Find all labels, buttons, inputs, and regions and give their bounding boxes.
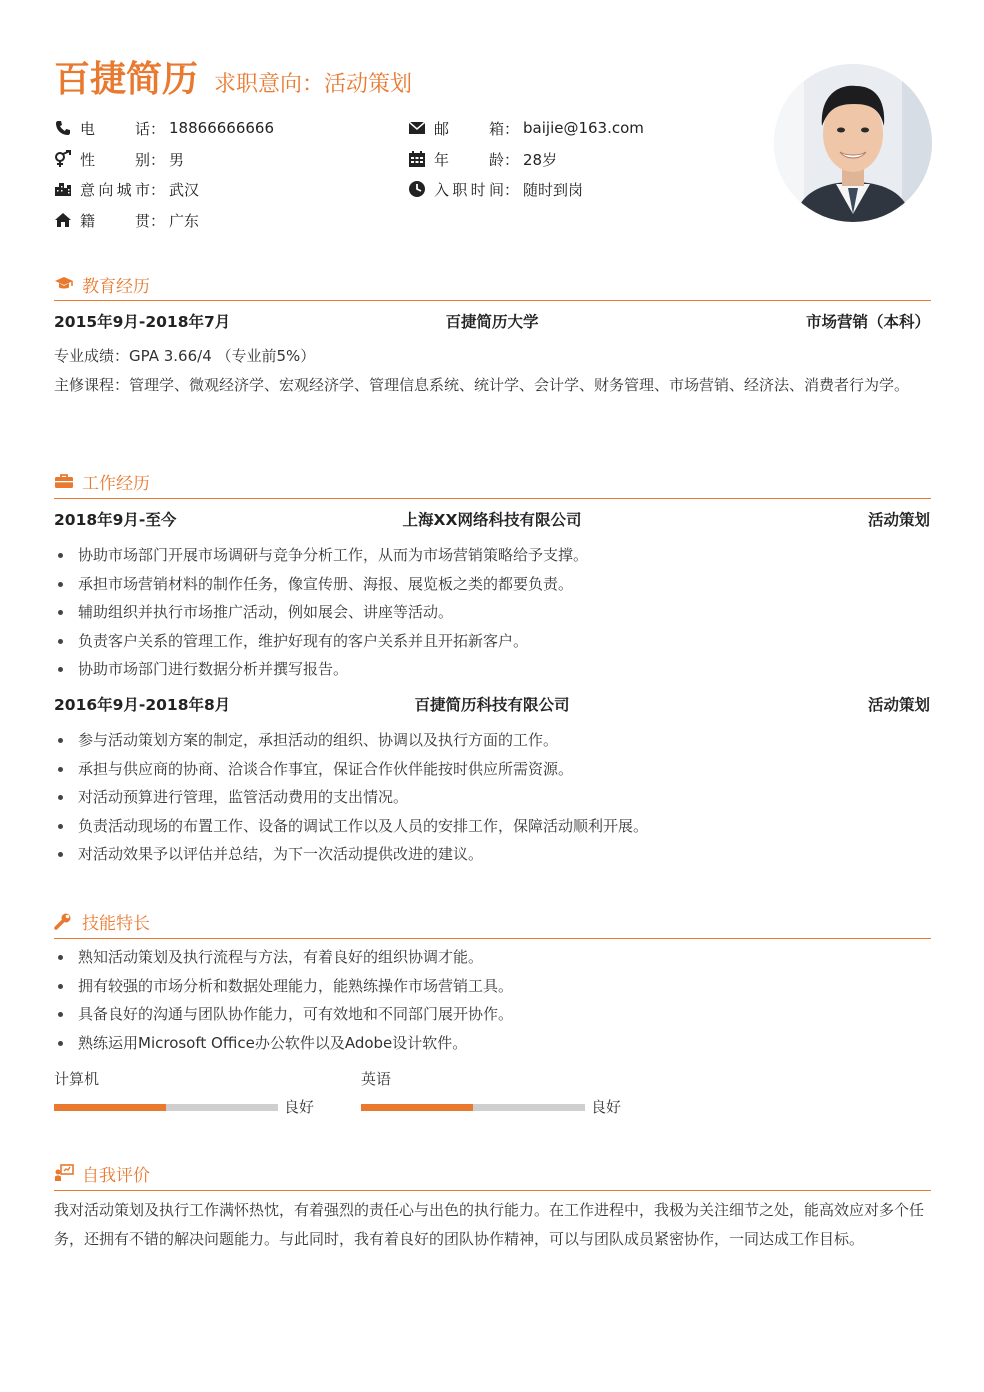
education-period: 2015年9月-2018年7月 [54, 313, 231, 331]
info-city: 意向城市 ： 武汉 [54, 178, 199, 200]
job-role: 活动策划 [867, 696, 930, 714]
education-school: 百捷简历大学 [445, 313, 539, 331]
list-item: 承担与供应商的协商、洽谈合作事宜，保证合作伙伴能按时供应所需资源。 [54, 755, 930, 784]
age-label: 年 龄 [434, 150, 504, 169]
list-item: 具备良好的沟通与团队协作能力，可有效地和不同部门展开协作。 [54, 1000, 930, 1029]
list-item: 负责活动现场的布置工作、设备的调试工作以及人员的安排工作，保障活动顺利开展。 [54, 812, 930, 841]
skill-name-computer: 计算机 [54, 1070, 100, 1088]
city-value: 武汉 [169, 180, 200, 199]
job-period: 2018年9月-至今 [54, 511, 177, 529]
list-item: 对活动预算进行管理，监管活动费用的支出情况。 [54, 783, 930, 812]
list-item: 协助市场部门开展市场调研与竞争分析工作，从而为市场营销策略给予支撑。 [54, 541, 930, 570]
city-icon [54, 180, 72, 198]
education-title: 教育经历 [82, 276, 150, 297]
education-major: 市场营销（本科） [805, 313, 930, 331]
job-company: 上海XX网络科技有限公司 [402, 511, 582, 529]
education-header [54, 272, 930, 296]
resume-name: 百捷简历 [54, 59, 199, 100]
list-item: 熟知活动策划及执行流程与方法，有着良好的组织协调才能。 [54, 943, 930, 972]
self-evaluation-text: 我对活动策划及执行工作满怀热忱，有着强烈的责任心与出色的执行能力。在工作进程中，我极为关注细节之处，能高效应对多个任务，还拥有不错的解决问题能力。与此同时，我有着良好的团队协作精神，可以与团队成员紧密协作，一同达成工作目标。 [54, 1201, 925, 1248]
start-label: 入职时间 [434, 180, 504, 199]
city-label: 意向城市 [80, 180, 150, 199]
skill-bar-fill [361, 1104, 473, 1111]
education-row [54, 309, 930, 333]
email-label: 邮 箱 [434, 119, 504, 138]
self-divider [54, 1190, 931, 1191]
skill-bar-computer [54, 1104, 278, 1111]
calendar-icon [408, 150, 426, 168]
info-start: 入职时间 ： 随时到岗 [408, 178, 583, 200]
education-divider [54, 300, 931, 301]
list-item: 熟练运用Microsoft Office办公软件以及Adobe设计软件。 [54, 1029, 930, 1058]
list-item: 对活动效果予以评估并总结，为下一次活动提供改进的建议。 [54, 840, 930, 869]
skills-title: 技能特长 [82, 913, 150, 934]
hometown-value: 广东 [169, 211, 200, 230]
skill-bar-english [361, 1104, 585, 1111]
job-company: 百捷简历科技有限公司 [414, 696, 570, 714]
job-row [54, 507, 930, 531]
graduation-cap-icon [54, 275, 74, 293]
skill-bar-fill [54, 1104, 166, 1111]
work-title: 工作经历 [82, 473, 150, 494]
clock-icon [408, 180, 426, 198]
info-hometown: 籍 贯 ： 广东 [54, 209, 199, 231]
profile-photo [774, 64, 932, 222]
info-gender: 性 别 ： 男 [54, 148, 184, 170]
job-duties-list [54, 726, 930, 869]
self-header [54, 1161, 930, 1185]
age-value: 28岁 [523, 150, 558, 169]
skill-level-english: 良好 [591, 1098, 622, 1116]
education-gpa: 专业成绩：GPA 3.66/4 （专业前5%） [54, 347, 316, 365]
email-value[interactable]: baijie@163.com [523, 119, 644, 137]
phone-value: 18866666666 [169, 119, 274, 137]
briefcase-icon [54, 472, 74, 490]
start-value: 随时到岗 [523, 180, 584, 199]
mail-icon [408, 119, 426, 137]
skills-divider [54, 938, 931, 939]
info-email: 邮 箱 ： baijie@163.com [408, 117, 644, 139]
job-duties-list [54, 541, 930, 684]
list-item: 负责客户关系的管理工作，维护好现有的客户关系并且开拓新客户。 [54, 627, 930, 656]
list-item: 辅助组织并执行市场推广活动，例如展会、讲座等活动。 [54, 598, 930, 627]
education-courses: 主修课程：管理学、微观经济学、宏观经济学、管理信息系统、统计学、会计学、财务管理、市场营销、经济法、消费者行为学。 [54, 376, 910, 394]
info-age: 年 龄 ： 28岁 [408, 148, 557, 170]
job-period: 2016年9月-2018年8月 [54, 696, 231, 714]
list-item: 参与活动策划方案的制定，承担活动的组织、协调以及执行方面的工作。 [54, 726, 930, 755]
skill-name-english: 英语 [361, 1070, 392, 1088]
skills-header [54, 909, 930, 933]
skills-list [54, 943, 930, 1057]
gender-icon [54, 150, 72, 168]
work-divider [54, 498, 931, 499]
info-phone: 电 话 ： 18866666666 [54, 117, 274, 139]
list-item: 承担市场营销材料的制作任务，像宣传册、海报、展览板之类的都要负责。 [54, 570, 930, 599]
job-role: 活动策划 [867, 511, 930, 529]
wrench-icon [54, 912, 74, 930]
gender-value: 男 [169, 150, 185, 169]
self-title: 自我评价 [82, 1165, 150, 1186]
hometown-label: 籍 贯 [80, 211, 150, 230]
job-objective: 求职意向：活动策划 [214, 72, 413, 97]
job-row [54, 692, 930, 716]
skill-level-computer: 良好 [284, 1098, 315, 1116]
list-item: 拥有较强的市场分析和数据处理能力，能熟练操作市场营销工具。 [54, 972, 930, 1001]
presentation-icon [54, 1164, 74, 1182]
phone-icon [54, 119, 72, 137]
work-header [54, 469, 930, 493]
list-item: 协助市场部门进行数据分析并撰写报告。 [54, 655, 930, 684]
gender-label: 性 别 [80, 150, 150, 169]
phone-label: 电 话 [80, 119, 150, 138]
home-icon [54, 211, 72, 229]
